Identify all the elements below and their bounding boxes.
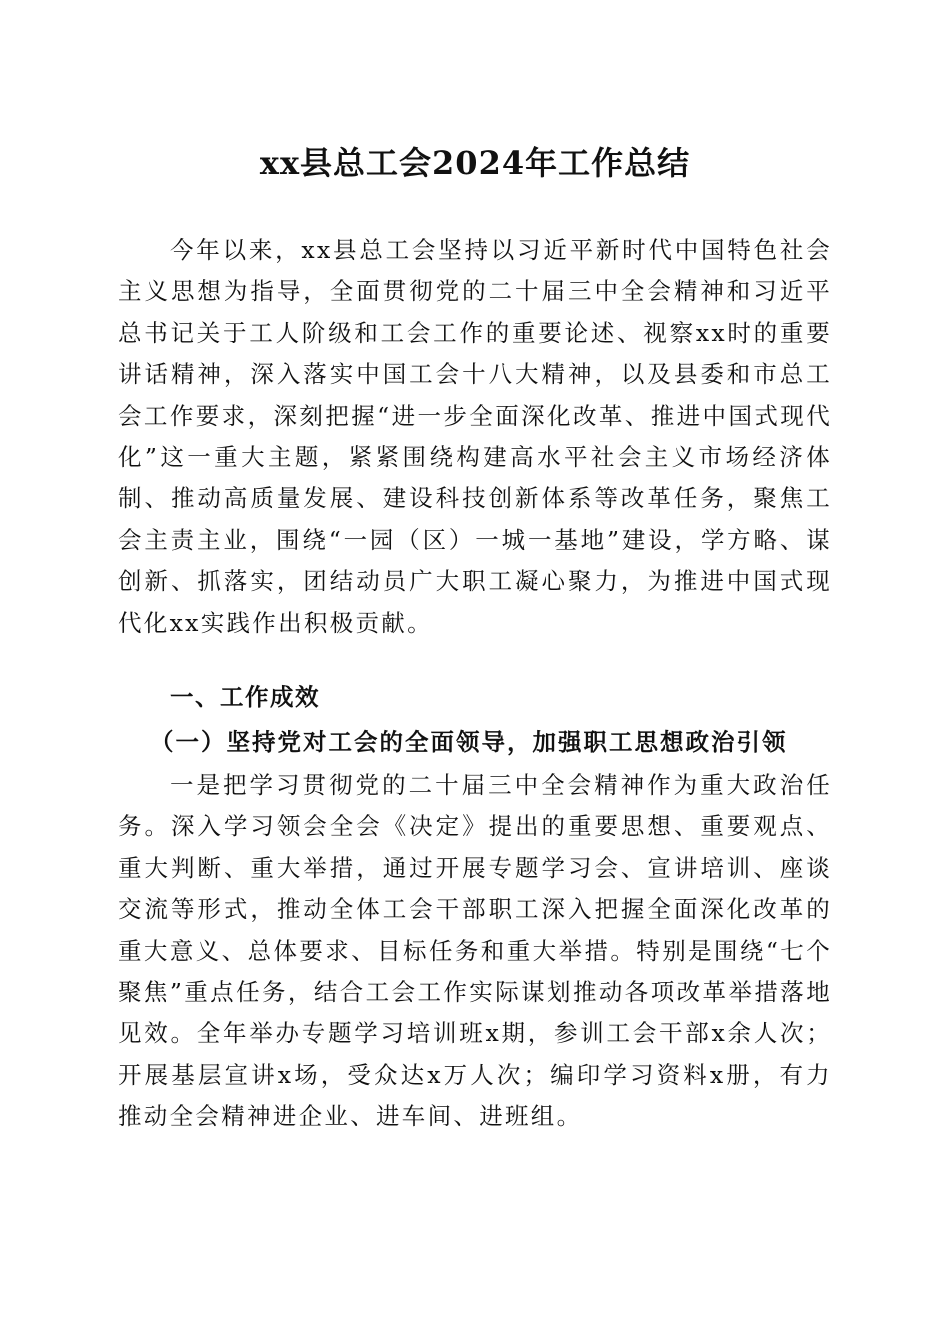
document-title: xx县总工会2024年工作总结 [259, 144, 691, 182]
subsection-heading-party-leadership: （一）坚持党对工会的全面领导，加强职工思想政治引领 [150, 728, 788, 756]
intro-paragraph: 今年以来，xx县总工会坚持以习近平新时代中国特色社会主义思想为指导，全面贯彻党的二十届三中全会精神和习近平总书记关于工人阶级和工会工作的重要论述、视察xx时的重要讲话精神，深入落实中国工会十八大精神，以及县委和市总工会工作要求，深刻把握“进一步全面深化改革、推进中国式现代化”这一重大主题，紧紧围绕构建高水平社会主义市场经济体制、推动高质量发展、建设科技创新体系等改革任务，聚焦工会主责主业，围绕“一园（区）一城一基地”建设，学方略、谋创新、抓落实，团结动员广大职工凝心聚力，为推进中国式现代化xx实践作出积极贡献。 [118, 236, 832, 637]
body-paragraph-1: 一是把学习贯彻党的二十届三中全会精神作为重大政治任务。深入学习领会全会《决定》提出的重要思想、重要观点、重大判断、重大举措，通过开展专题学习会、宣讲培训、座谈交流等形式，推动全体工会干部职工深入把握全面深化改革的重大意义、总体要求、目标任务和重大举措。特别是围绕“七个聚焦”重点任务，结合工会工作实际谋划推动各项改革举措落地见效。全年举办专题学习培训班x期，参训工会干部x余人次；开展基层宣讲x场，受众达x万人次；编印学习资料x册，有力推动全会精神进企业、进车间、进班组。 [118, 771, 832, 1131]
section-heading-achievements: 一、工作成效 [170, 683, 320, 711]
